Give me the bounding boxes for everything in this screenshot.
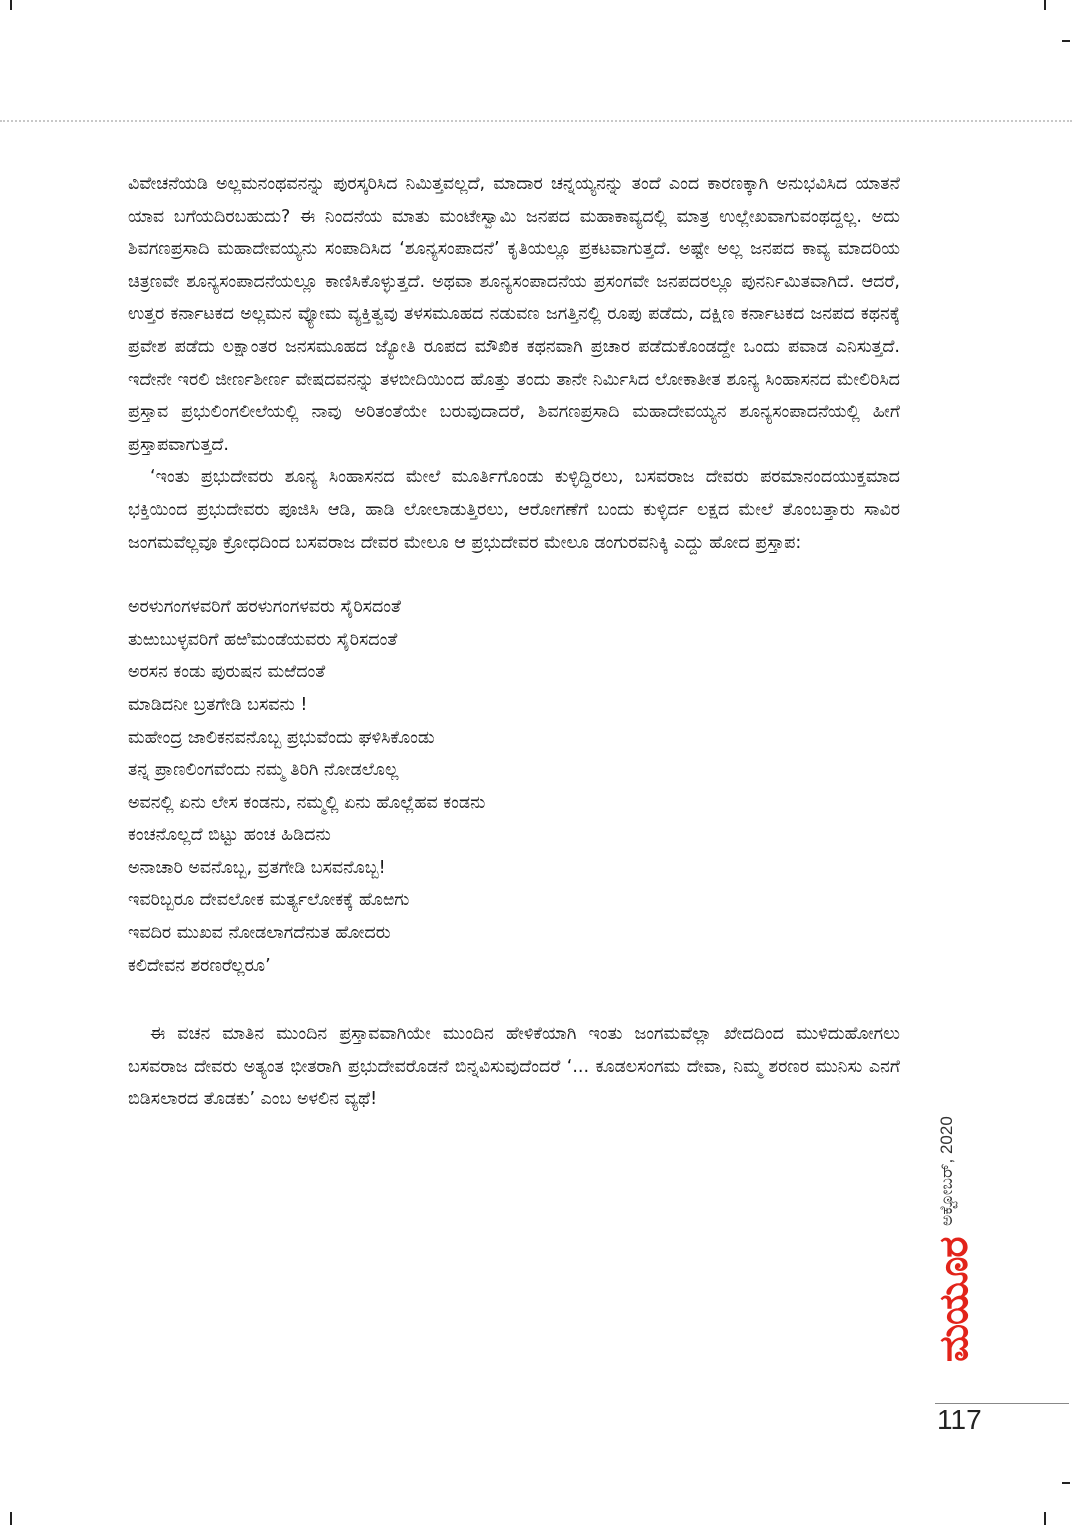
- crop-mark-right-upper: [1062, 40, 1070, 42]
- paragraph-3: ಈ ವಚನ ಮಾತಿನ ಮುಂದಿನ ಪ್ರಸ್ತಾವವಾಗಿಯೇ ಮುಂದಿನ ಹೇಳಿಕೆಯಾಗಿ ಇಂತು ಜಂಗಮವೆಲ್ಲಾ ಖೇದದಿಂದ ಮುಳಿದುಹೋಗಲು ಬಸವರಾಜ ದೇವರು ಅತ್ಯಂತ ಭೀತರಾಗಿ ಪ್ರಭುದೇವರೊಡನೆ ಬಿನ್ನವಿಸುವುದೆಂದರೆ ‘... ಕೂಡಲಸಂಗಮ ದೇವಾ, ನಿಮ್ಮ ಶರಣರ ಮುನಿಸು ಎನಗೆ ಬಿಡಿಸಲಾರದ ತೊಡಕು’ ಎಂಬ ಅಳಲಿನ ವ್ಯಥೆ!: [128, 1024, 900, 1110]
- verse-line: ಇವದಿರ ಮುಖವ ನೋಡಲಾಗದೆನುತ ಹೋದರು: [128, 923, 391, 944]
- paragraph-1: ವಿವೇಚನೆಯಡಿ ಅಲ್ಲಮನಂಥವನನ್ನು ಪುರಸ್ಕರಿಸಿದ ನಿಮಿತ್ತವಲ್ಲದೆ, ಮಾದಾರ ಚನ್ನಯ್ಯನನ್ನು ತಂದೆ ಎಂದ ಕಾರಣಕ್ಕಾಗಿ ಅನುಭವಿಸಿದ ಯಾತನೆ ಯಾವ ಬಗೆಯದಿರಬಹುದು? ಈ ನಿಂದನೆಯ ಮಾತು ಮಂಟೇಸ್ವಾಮಿ ಜನಪದ ಮಹಾಕಾವ್ಯದಲ್ಲಿ ಮಾತ್ರ ಉಲ್ಲೇಖವಾಗುವಂಥದ್ದಲ್ಲ. ಅದು ಶಿವಗಣಪ್ರಸಾದಿ ಮಹಾದೇವಯ್ಯನು ಸಂಪಾದಿಸಿದ ‘ಶೂನ್ಯಸಂಪಾದನೆ’ ಕೃತಿಯಲ್ಲೂ ಪ್ರಕಟವಾಗುತ್ತದೆ. ಅಷ್ಟೇ ಅಲ್ಲ ಜನಪದ ಕಾವ್ಯ ಮಾದರಿಯ ಚಿತ್ರಣವೇ ಶೂನ್ಯಸಂಪಾದನೆಯಲ್ಲೂ ಕಾಣಿಸಿಕೊಳ್ಳುತ್ತದೆ. ಅಥವಾ ಶೂನ್ಯಸಂಪಾದನೆಯ ಪ್ರಸಂಗವೇ ಜನಪದರಲ್ಲೂ ಪುನರ್ನಿಮಿತವಾಗಿದೆ. ಆದರೆ, ಉತ್ತರ ಕರ್ನಾಟಕದ ಅಲ್ಲಮನ ವ್ಯೋಮ ವ್ಯಕ್ತಿತ್ವವು ತಳಸಮೂಹದ ನಡುವಣ ಜಗತ್ತಿನಲ್ಲಿ ರೂಪು ಪಡೆದು, ದಕ್ಷಿಣ ಕರ್ನಾಟಕದ ಜನಪದ ಕಥನಕ್ಕೆ ಪ್ರವೇಶ ಪಡೆದು ಲಕ್ಷಾಂತರ ಜನಸಮೂಹದ ಜ್ಯೋತಿ ರೂಪದ ಮೌಖಿಕ ಕಥನವಾಗಿ ಪ್ರಚಾರ ಪಡೆದುಕೊಂಡದ್ದೇ ಒಂದು ಪವಾಡ ಎನಿಸುತ್ತದೆ. ಇದೇನೇ ಇರಲಿ ಜೀರ್ಣಶೀರ್ಣ ವೇಷದವನನ್ನು ತಳಬೀದಿಯಿಂದ ಹೊತ್ತು ತಂದು ತಾನೇ ನಿರ್ಮಿಸಿದ ಲೋಕಾತೀತ ಶೂನ್ಯ ಸಿಂಹಾಸನದ ಮೇಲಿರಿಸಿದ ಪ್ರಸ್ತಾವ ಪ್ರಭುಲಿಂಗಲೀಲೆಯಲ್ಲಿ ನಾವು ಅರಿತಂತೆಯೇ ಬರುವುದಾದರೆ, ಶಿವಗಣಪ್ರಸಾದಿ ಮಹಾದೇವಯ್ಯನ ಶೂನ್ಯಸಂಪಾದನೆಯಲ್ಲಿ ಹೀಗೆ ಪ್ರಸ್ತಾಪವಾಗುತ್ತದೆ.: [128, 174, 900, 455]
- issue-date: ಅಕ್ಟೋಬರ್, 2020: [937, 1116, 956, 1226]
- crop-mark-bottom-left: [10, 1512, 12, 1525]
- paragraph-2: ‘ಇಂತು ಪ್ರಭುದೇವರು ಶೂನ್ಯ ಸಿಂಹಾಸನದ ಮೇಲೆ ಮೂರ್ತಿಗೊಂಡು ಕುಳ್ಳಿದ್ದಿರಲು, ಬಸವರಾಜ ದೇವರು ಪರಮಾನಂದಯುಕ್ತಮಾದ ಭಕ್ತಿಯಿಂದ ಪ್ರಭುದೇವರು ಪೂಜಿಸಿ ಆಡಿ, ಹಾಡಿ ಲೋಲಾಡುತ್ತಿರಲು, ಆರೋಗಣೆಗೆ ಬಂದು ಕುಳ್ಳಿರ್ದ ಲಕ್ಷದ ಮೇಲೆ ತೊಂಬತ್ತಾರು ಸಾವಿರ ಜಂಗಮವೆಲ್ಲವೂ ಕ್ರೋಧದಿಂದ ಬಸವರಾಜ ದೇವರ ಮೇಲೂ ಆ ಪ್ರಭುದೇವರ ಮೇಲೂ ಡಂಗುರವನಿಕ್ಕಿ ಎದ್ದು ಹೋದ ಪ್ರಸ್ತಾಪ:: [128, 467, 900, 553]
- page-number: 117: [937, 1404, 982, 1435]
- verse-line: ಮಹೇಂದ್ರ ಜಾಲಿಕನವನೊಬ್ಬ ಪ್ರಭುವೆಂದು ಘಳಿಸಿಕೊಂಡು: [128, 727, 435, 748]
- article-body: [128, 168, 900, 1116]
- verse-line: ಅವನಲ್ಲಿ ಏನು ಲೇಸ ಕಂಡನು, ನಮ್ಮಲ್ಲಿ ಏನು ಹೊಲ್ಲೆಹವ ಕಂಡನು: [128, 792, 486, 813]
- verse-line: ಅರಳುಗಂಗಳವರಿಗೆ ಹರಳುಗಂಗಳವರು ಸೈರಿಸದಂತೆ: [128, 597, 402, 618]
- verse-line: ಕಲಿದೇವನ ಶರಣರೆಲ್ಲರೂ’: [128, 955, 271, 976]
- verse-block: [128, 591, 900, 982]
- verse-line: ಅನಾಚಾರಿ ಅವನೊಬ್ಬ, ವ್ರತಗೇಡಿ ಬಸವನೊಬ್ಬ!: [128, 857, 386, 878]
- crop-mark-top-left: [10, 0, 12, 10]
- magazine-logo: ಮಯೂರ: [931, 1237, 977, 1362]
- verse-line: ಅರಸನ ಕಂಡು ಪುರುಷನ ಮಱೆದಂತೆ: [128, 662, 326, 683]
- verse-line: ಕಂಚನೊಲ್ಲದೆ ಬಿಟ್ಟು ಹಂಚ ಹಿಡಿದನು: [128, 825, 331, 846]
- crop-mark-bottom-right: [1044, 1512, 1046, 1525]
- header-dotted-rule: [0, 120, 1072, 122]
- verse-line: ಇವರಿಬ್ಬರೂ ದೇವಲೋಕ ಮರ್ತ್ಯಲೋಕಕ್ಕೆ ಹೊಱಗು: [128, 890, 410, 911]
- verse-line: ಮಾಡಿದನೀ ಬ್ರತಗೇಡಿ ಬಸವನು !: [128, 694, 308, 715]
- verse-line: ತುಱುಬುಳ್ಳವರಿಗೆ ಹಱಿಮಂಡೆಯವರು ಸೈರಿಸದಂತೆ: [128, 629, 398, 650]
- verse-line: ತನ್ನ ಪ್ರಾಣಲಿಂಗವೆಂದು ನಮ್ಮ ತಿರಿಗಿ ನೋಡಲೊಲ್ಲ: [128, 760, 399, 781]
- crop-mark-top-right: [1044, 0, 1046, 10]
- crop-mark-right-lower: [1062, 1482, 1070, 1484]
